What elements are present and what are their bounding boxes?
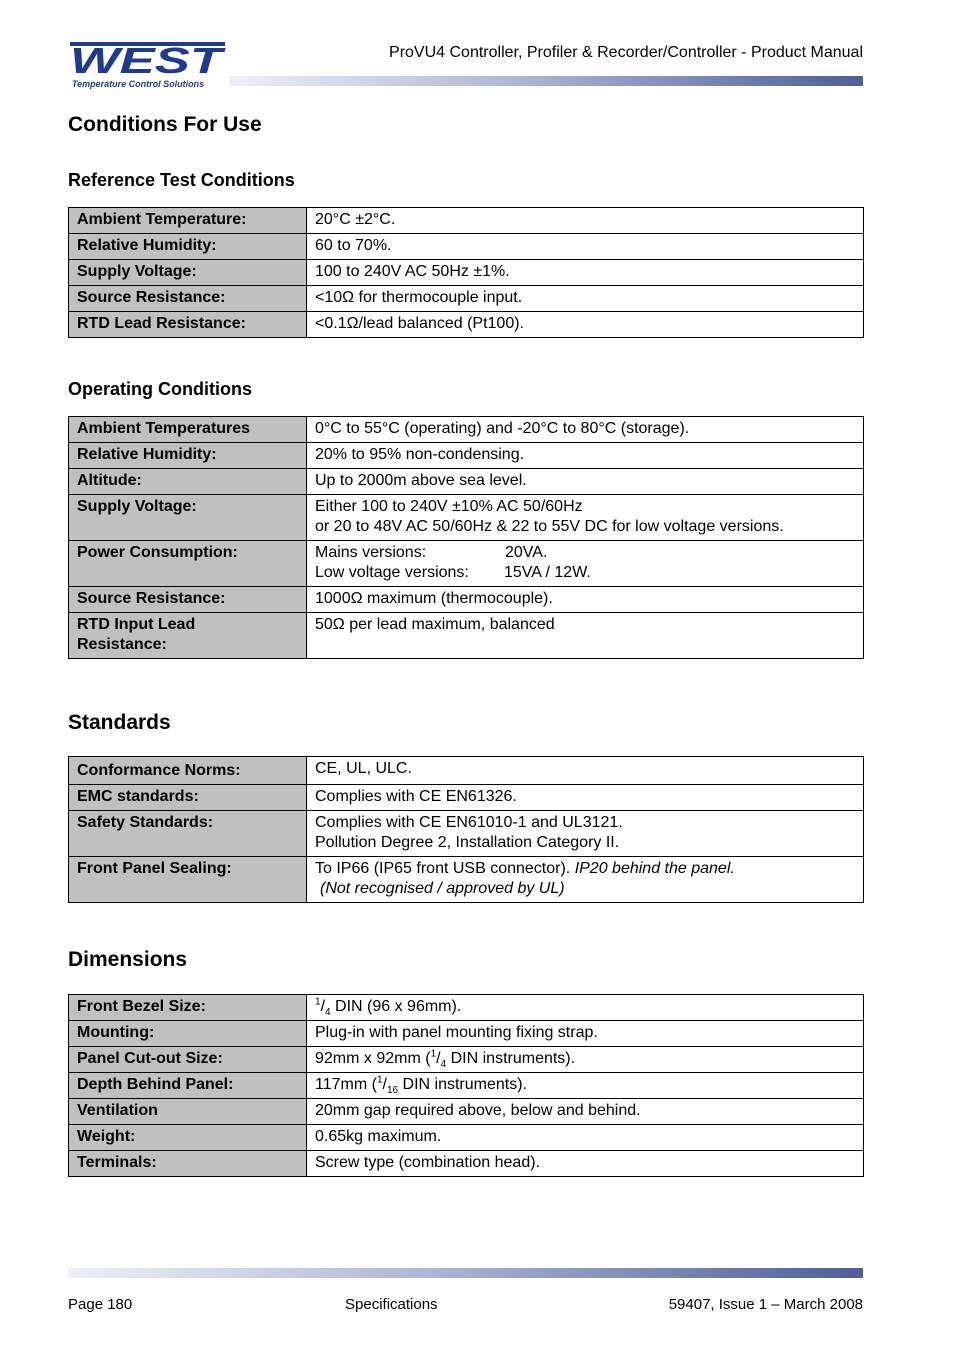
reference-table [68,207,864,338]
table-row: Front Panel Sealing: To IP66 (IP65 front USB connector). IP20 behind the panel. (Not recognised / approved by UL) [69,857,864,903]
dimensions-heading: Dimensions [68,948,188,971]
footer-issue: 59407, Issue 1 – March 2008 [668,1296,863,1313]
table-row: Power Consumption: Mains versions: 20VA. Low voltage versions: 15VA / 12W. [69,541,864,587]
operating-table [68,416,864,659]
table-row: Panel Cut-out Size: 92mm x 92mm ($^1/_4$ DIN instruments). [69,1047,864,1073]
table-row: Conformance Norms: CE, UL, ULC. [69,757,864,785]
table-row: Ventilation 20mm gap required above, below and behind. [69,1099,864,1125]
table-row: Relative Humidity: 20% to 95% non-condensing. [69,443,864,469]
reference-heading: Reference Test Conditions [68,170,295,190]
west-logo [70,42,230,92]
standards-table [68,756,864,903]
standards-heading: Standards [68,711,171,734]
document-title: ProVU4 Controller, Profiler & Recorder/Controller - Product Manual [389,44,863,61]
table-row: Mounting: Plug-in with panel mounting fixing strap. [69,1021,864,1047]
table-row: Source Resistance: 1000Ω maximum (thermocouple). [69,587,864,613]
header-divider-bar [229,76,863,86]
operating-heading: Operating Conditions [68,379,252,399]
table-row: RTD Lead Resistance: <0.1Ω/lead balanced (Pt100). [69,312,864,338]
table-row: Safety Standards: Complies with CE EN61010-1 and UL3121. Pollution Degree 2, Installation Category II. [69,811,864,857]
table-row: RTD Input Lead Resistance: 50Ω per lead maximum, balanced [69,613,864,659]
page-title: Conditions For Use [68,113,262,136]
dimensions-table [68,994,864,1177]
table-row: Supply Voltage: 100 to 240V AC 50Hz ±1%. [69,260,864,286]
table-row: Altitude: Up to 2000m above sea level. [69,469,864,495]
table-row: Ambient Temperature: 20°C ±2°C. [69,208,864,234]
table-row: Source Resistance: <10Ω for thermocouple input. [69,286,864,312]
table-row: Front Bezel Size: $^1/_4$ DIN (96 x 96mm). [69,995,864,1021]
table-row: Relative Humidity: 60 to 70%. [69,234,864,260]
footer-section: Specifications [345,1296,438,1313]
table-row: Ambient Temperatures 0°C to 55°C (operating) and -20°C to 80°C (storage). [69,417,864,443]
table-row: Weight: 0.65kg maximum. [69,1125,864,1151]
page-number: Page 180 [68,1296,133,1313]
table-row: Depth Behind Panel: 117mm ($^1/_{16}$ DIN instruments). [69,1073,864,1099]
logo-word: WEST [70,42,227,81]
table-row: EMC standards: Complies with CE EN61326. [69,785,864,811]
table-row: Terminals: Screw type (combination head). [69,1151,864,1177]
logo-tagline: Temperature Control Solutions [72,79,205,89]
table-row: Supply Voltage: Either 100 to 240V ±10% AC 50/60Hz or 20 to 48V AC 50/60Hz & 22 to 55V DC for low voltage versions. [69,495,864,541]
footer-divider-bar [68,1268,863,1278]
